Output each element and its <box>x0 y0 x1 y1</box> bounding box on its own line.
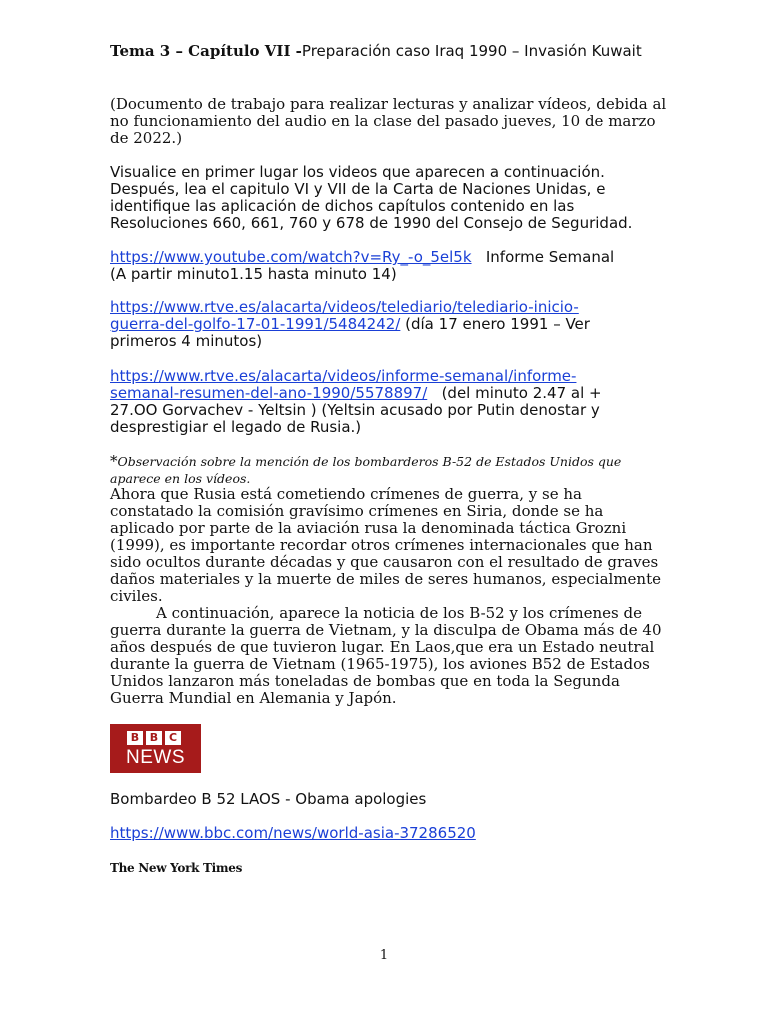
rtve-link-block-1 <box>110 299 670 350</box>
observation-note <box>110 453 670 487</box>
rtve-link-1-line2[interactable]: guerra-del-golfo-17-01-1991/5484242/ <box>110 315 401 333</box>
observation-text: Observación sobre la mención de los bombarderos B-52 de Estados Unidos que aparece en los vídeos. <box>110 454 622 486</box>
bombardeo-caption: Bombardeo B 52 LAOS - Obama apologies <box>110 790 427 808</box>
body-paragraph-2: A continuación, aparece la noticia de los B-52 y los crímenes de guerra durante la guerra de Vietnam, y la disculpa de Obama más de 40 años después de que tuvieron lugar. En Laos,que era un Estado neutral durante la guerra de Vietnam (1965-1975), los aviones B52 de Estados Unidos lanzaron más toneladas de bombas que en toda la Segunda Guerra Mundial en Alemania y Japón. <box>110 604 662 707</box>
youtube-note: (A partir minuto1.15 hasta minuto 14) <box>110 265 397 283</box>
document-title <box>110 43 670 61</box>
body-paragraph-1: Ahora que Rusia está cometiendo crímenes de guerra, y se ha constatado la comisión gravísimo crímenes en Siria, donde se ha aplicado por parte de la aviación rusa la denominada táctica Grozni (1999), es importante recordar otros crímenes internacionales que han sido ocultos durante décadas y que causaron con el resultado de graves daños materiales y la muerte de miles de seres humanos, especialmente civiles. <box>110 485 661 605</box>
rtve-link-2-line1[interactable]: https://www.rtve.es/alacarta/videos/informe-semanal/informe- <box>110 367 577 385</box>
rtve-note-1-inline: (día 17 enero 1991 – Ver <box>400 315 590 333</box>
rtve-link-block-2 <box>110 368 670 436</box>
nyt-logo: The New York Times <box>110 861 243 875</box>
bbc-letter-b2: B <box>146 731 162 745</box>
rtve-note-1: primeros 4 minutos) <box>110 332 263 350</box>
rtve-link-1-line1[interactable]: https://www.rtve.es/alacarta/videos/telediario/telediario-inicio- <box>110 298 579 316</box>
body-text <box>110 486 670 707</box>
title-bold: Tema 3 – Capítulo VII - <box>110 42 302 60</box>
youtube-label: Informe Semanal <box>485 248 615 266</box>
bbc-letter-b1: B <box>127 731 143 745</box>
bbc-news-logo <box>110 724 201 773</box>
bbc-link-block <box>110 825 670 842</box>
page-number: 1 <box>379 948 389 963</box>
rtve-note-2: 27.OO Gorvachev - Yeltsin ) (Yeltsin acusado por Putin denostar y desprestigiar el legado de Rusia.) <box>110 401 600 436</box>
bbc-article-link[interactable]: https://www.bbc.com/news/world-asia-37286520 <box>110 824 476 842</box>
bbc-news-wordmark: NEWS <box>126 747 185 768</box>
title-rest: Preparación caso Iraq 1990 – Invasión Kuwait <box>301 42 642 60</box>
rtve-note-2-inline: (del minuto 2.47 al + <box>441 384 602 402</box>
youtube-link[interactable]: https://www.youtube.com/watch?v=Ry_-o_5el5k <box>110 248 472 266</box>
bbc-letter-c: C <box>165 731 181 745</box>
intro-paragraph: (Documento de trabajo para realizar lecturas y analizar vídeos, debida al no funcionamiento del audio en la clase del pasado jueves, 10 de marzo de 2022.) <box>110 95 667 147</box>
observation-star: * <box>110 452 118 470</box>
instructions-paragraph: Visualice en primer lugar los videos que aparecen a continuación. Después, lea el capitulo VI y VII de la Carta de Naciones Unidas, e identifique las aplicación de dichos capítulos contenido en las Resoluciones 660, 661, 760 y 678 de 1990 del Consejo de Seguridad. <box>110 163 633 232</box>
rtve-link-2-line2[interactable]: semanal-resumen-del-ano-1990/5578897/ <box>110 384 428 402</box>
youtube-block <box>110 249 670 283</box>
